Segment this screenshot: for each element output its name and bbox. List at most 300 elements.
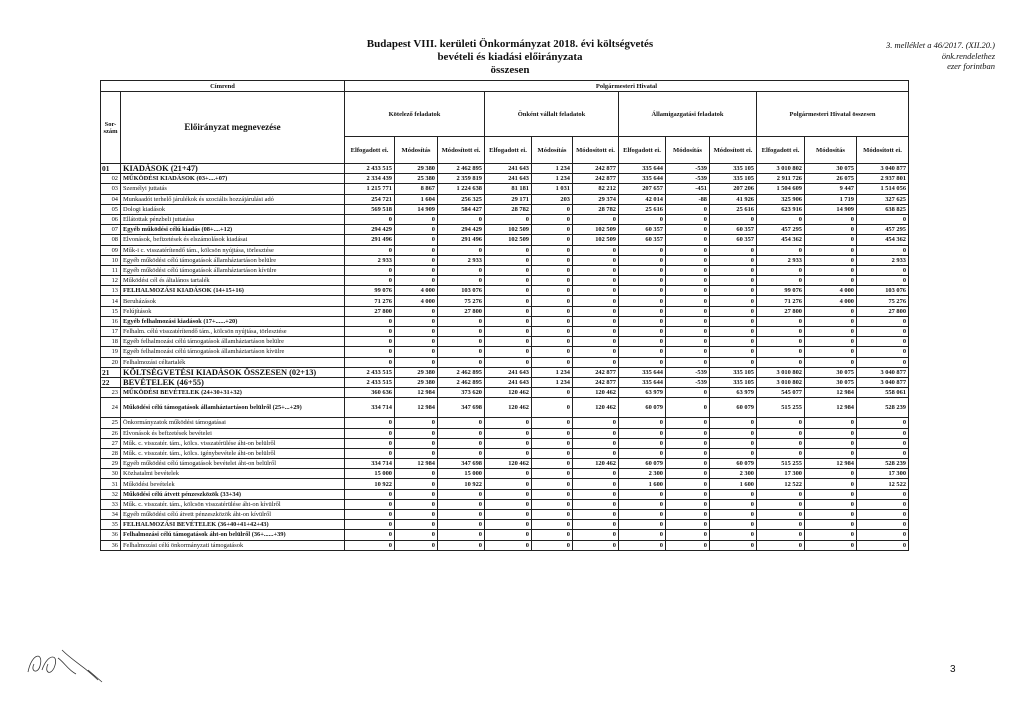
value-cell: 0 bbox=[345, 428, 395, 438]
value-cell: 0 bbox=[805, 265, 857, 275]
value-cell: 0 bbox=[666, 530, 710, 540]
value-cell: 0 bbox=[395, 255, 438, 265]
value-cell: 30 075 bbox=[805, 377, 857, 387]
value-cell: 0 bbox=[710, 347, 757, 357]
value-cell: 0 bbox=[757, 510, 805, 520]
value-cell: 1 224 638 bbox=[438, 184, 485, 194]
value-cell: 0 bbox=[757, 337, 805, 347]
value-cell: 1 514 056 bbox=[857, 184, 909, 194]
value-cell: 242 877 bbox=[573, 367, 619, 377]
value-cell: 2 933 bbox=[857, 255, 909, 265]
value-cell: 545 077 bbox=[757, 388, 805, 398]
value-cell: 15 000 bbox=[438, 469, 485, 479]
value-cell: 0 bbox=[395, 214, 438, 224]
table-row bbox=[101, 286, 909, 296]
value-cell: 294 429 bbox=[438, 225, 485, 235]
row-label: MŰKÖDÉSI BEVÉTELEK (24+30+31+32) bbox=[121, 388, 345, 398]
value-cell: 12 984 bbox=[395, 398, 438, 418]
value-cell: 0 bbox=[485, 296, 532, 306]
value-cell: 0 bbox=[857, 520, 909, 530]
row-number: 34 bbox=[101, 510, 121, 520]
value-cell: 528 239 bbox=[857, 398, 909, 418]
value-cell: 584 427 bbox=[438, 204, 485, 214]
value-cell: 0 bbox=[757, 357, 805, 367]
value-cell: 4 000 bbox=[395, 286, 438, 296]
value-cell: 29 380 bbox=[395, 377, 438, 387]
value-cell: 0 bbox=[438, 245, 485, 255]
value-cell: 457 295 bbox=[857, 225, 909, 235]
value-cell: 29 374 bbox=[573, 194, 619, 204]
value-cell: 0 bbox=[619, 438, 666, 448]
row-number: 05 bbox=[101, 204, 121, 214]
row-label: Ellátottak pénzbeli juttatása bbox=[121, 214, 345, 224]
value-cell: 0 bbox=[395, 276, 438, 286]
value-cell: 0 bbox=[532, 245, 573, 255]
table-row bbox=[101, 398, 909, 418]
value-cell: 0 bbox=[757, 530, 805, 540]
value-cell: 0 bbox=[573, 357, 619, 367]
row-number: 01 bbox=[101, 164, 121, 174]
value-cell: 0 bbox=[857, 510, 909, 520]
value-cell: 0 bbox=[619, 540, 666, 550]
value-cell: 0 bbox=[805, 520, 857, 530]
value-cell: 0 bbox=[710, 337, 757, 347]
value-cell: 8 867 bbox=[395, 184, 438, 194]
value-cell: 0 bbox=[485, 448, 532, 458]
value-cell: 0 bbox=[395, 520, 438, 530]
value-cell: 0 bbox=[805, 540, 857, 550]
row-number: 03 bbox=[101, 184, 121, 194]
sorszam-header: Sor-szám bbox=[101, 92, 121, 164]
value-cell: 454 362 bbox=[757, 235, 805, 245]
value-cell: 0 bbox=[485, 357, 532, 367]
value-cell: 102 509 bbox=[485, 235, 532, 245]
value-cell: 0 bbox=[757, 347, 805, 357]
value-cell: 0 bbox=[395, 530, 438, 540]
subheader-11: Módosított ei. bbox=[857, 137, 909, 164]
value-cell: 0 bbox=[532, 459, 573, 469]
value-cell: 2 300 bbox=[619, 469, 666, 479]
row-label: Működési célú átvett pénzeszközök (33+34) bbox=[121, 489, 345, 499]
value-cell: 0 bbox=[666, 489, 710, 499]
cimrend-header: Címrend bbox=[101, 81, 345, 92]
value-cell: 0 bbox=[619, 327, 666, 337]
value-cell: -539 bbox=[666, 174, 710, 184]
value-cell: 0 bbox=[438, 448, 485, 458]
value-cell: 0 bbox=[438, 428, 485, 438]
value-cell: 0 bbox=[438, 418, 485, 428]
value-cell: 0 bbox=[805, 438, 857, 448]
value-cell: 15 000 bbox=[345, 469, 395, 479]
value-cell: 0 bbox=[532, 469, 573, 479]
value-cell: 0 bbox=[666, 428, 710, 438]
value-cell: 0 bbox=[438, 327, 485, 337]
value-cell: 0 bbox=[710, 438, 757, 448]
row-label: Működési célú támogatások államháztartáson belülről (25+...+29) bbox=[121, 398, 345, 418]
value-cell: 82 212 bbox=[573, 184, 619, 194]
value-cell: 0 bbox=[857, 428, 909, 438]
subheader-4: Módosítás bbox=[532, 137, 573, 164]
value-cell: 0 bbox=[666, 316, 710, 326]
value-cell: 0 bbox=[532, 296, 573, 306]
value-cell: 0 bbox=[805, 479, 857, 489]
value-cell: 335 644 bbox=[619, 377, 666, 387]
value-cell: 0 bbox=[857, 357, 909, 367]
value-cell: 0 bbox=[345, 438, 395, 448]
row-label: Felhalm. célú visszatérítendő tám., kölcsön nyújtása, törlesztése bbox=[121, 327, 345, 337]
value-cell: 103 076 bbox=[438, 286, 485, 296]
group-header-onkent: Önként vállalt feladatok bbox=[485, 92, 619, 137]
value-cell: 0 bbox=[710, 276, 757, 286]
table-row bbox=[101, 265, 909, 275]
row-label: Felhalmozási célú támogatások áht-on belülről (36+......+39) bbox=[121, 530, 345, 540]
group-header-allamigazgatasi: Államigazgatási feladatok bbox=[619, 92, 757, 137]
value-cell: 0 bbox=[805, 306, 857, 316]
title-line-3: összesen bbox=[490, 64, 530, 76]
row-number: 08 bbox=[101, 235, 121, 245]
value-cell: 0 bbox=[438, 347, 485, 357]
value-cell: 0 bbox=[710, 448, 757, 458]
value-cell: 102 509 bbox=[573, 235, 619, 245]
value-cell: 0 bbox=[666, 347, 710, 357]
value-cell: 0 bbox=[710, 499, 757, 509]
value-cell: 0 bbox=[857, 327, 909, 337]
value-cell: 0 bbox=[573, 265, 619, 275]
table-row bbox=[101, 540, 909, 550]
value-cell: 3 040 877 bbox=[857, 164, 909, 174]
value-cell: 0 bbox=[573, 255, 619, 265]
value-cell: 30 075 bbox=[805, 164, 857, 174]
value-cell: 27 800 bbox=[757, 306, 805, 316]
value-cell: 0 bbox=[532, 530, 573, 540]
value-cell: 0 bbox=[619, 337, 666, 347]
value-cell: 0 bbox=[710, 214, 757, 224]
value-cell: 0 bbox=[395, 347, 438, 357]
value-cell: 0 bbox=[710, 418, 757, 428]
value-cell: -539 bbox=[666, 377, 710, 387]
value-cell: 0 bbox=[757, 520, 805, 530]
table-row bbox=[101, 214, 909, 224]
value-cell: 0 bbox=[805, 327, 857, 337]
value-cell: 12 984 bbox=[805, 388, 857, 398]
value-cell: 120 462 bbox=[573, 459, 619, 469]
row-label: Munkaadót terhelő járulékok és szociális hozzájárulási adó bbox=[121, 194, 345, 204]
value-cell: 3 010 802 bbox=[757, 367, 805, 377]
value-cell: 1 234 bbox=[532, 377, 573, 387]
value-cell: 0 bbox=[532, 418, 573, 428]
value-cell: 335 105 bbox=[710, 367, 757, 377]
page-number: 3 bbox=[950, 664, 956, 675]
value-cell: 0 bbox=[666, 255, 710, 265]
value-cell: 0 bbox=[345, 316, 395, 326]
value-cell: 0 bbox=[666, 388, 710, 398]
value-cell: 0 bbox=[485, 337, 532, 347]
value-cell: 0 bbox=[345, 276, 395, 286]
value-cell: -88 bbox=[666, 194, 710, 204]
value-cell: 0 bbox=[532, 276, 573, 286]
value-cell: 0 bbox=[573, 530, 619, 540]
value-cell: 0 bbox=[345, 520, 395, 530]
value-cell: 0 bbox=[345, 418, 395, 428]
value-cell: 0 bbox=[805, 530, 857, 540]
value-cell: 3 040 877 bbox=[857, 367, 909, 377]
value-cell: 0 bbox=[666, 438, 710, 448]
row-label: Egyéb felhalmozási célú támogatások államháztartáson belülre bbox=[121, 337, 345, 347]
value-cell: 17 300 bbox=[757, 469, 805, 479]
row-number: 13 bbox=[101, 286, 121, 296]
eloiranyzat-header: Előirányzat megnevezése bbox=[121, 92, 345, 164]
value-cell: 0 bbox=[619, 276, 666, 286]
value-cell: 3 010 802 bbox=[757, 377, 805, 387]
annex-reference bbox=[815, 40, 995, 72]
row-label: Felújítások bbox=[121, 306, 345, 316]
value-cell: 0 bbox=[438, 265, 485, 275]
value-cell: 0 bbox=[666, 398, 710, 418]
value-cell: 0 bbox=[666, 510, 710, 520]
value-cell: 12 522 bbox=[857, 479, 909, 489]
value-cell: 0 bbox=[345, 265, 395, 275]
value-cell: 0 bbox=[619, 306, 666, 316]
row-number: 15 bbox=[101, 306, 121, 316]
row-number: 29 bbox=[101, 459, 121, 469]
value-cell: 0 bbox=[805, 499, 857, 509]
value-cell: 335 644 bbox=[619, 367, 666, 377]
value-cell: 0 bbox=[857, 530, 909, 540]
table-row bbox=[101, 174, 909, 184]
value-cell: 0 bbox=[345, 540, 395, 550]
value-cell: 25 380 bbox=[395, 174, 438, 184]
value-cell: 0 bbox=[345, 499, 395, 509]
value-cell: 14 909 bbox=[395, 204, 438, 214]
value-cell: 0 bbox=[532, 214, 573, 224]
value-cell: 12 984 bbox=[805, 398, 857, 418]
value-cell: 60 357 bbox=[710, 235, 757, 245]
value-cell: 256 325 bbox=[438, 194, 485, 204]
value-cell: 241 643 bbox=[485, 377, 532, 387]
row-label: Felhalmozási célú önkormányzati támogatások bbox=[121, 540, 345, 550]
value-cell: 26 075 bbox=[805, 174, 857, 184]
value-cell: 623 916 bbox=[757, 204, 805, 214]
value-cell: 0 bbox=[666, 327, 710, 337]
value-cell: 0 bbox=[857, 316, 909, 326]
value-cell: 0 bbox=[666, 235, 710, 245]
value-cell: 60 079 bbox=[710, 459, 757, 469]
value-cell: 454 362 bbox=[857, 235, 909, 245]
value-cell: 0 bbox=[666, 418, 710, 428]
value-cell: 25 616 bbox=[619, 204, 666, 214]
value-cell: 0 bbox=[345, 448, 395, 458]
value-cell: 0 bbox=[710, 255, 757, 265]
value-cell: 0 bbox=[395, 316, 438, 326]
value-cell: 0 bbox=[395, 306, 438, 316]
value-cell: 1 600 bbox=[619, 479, 666, 489]
value-cell: 0 bbox=[532, 540, 573, 550]
value-cell: 0 bbox=[532, 398, 573, 418]
table-row bbox=[101, 327, 909, 337]
value-cell: 0 bbox=[619, 499, 666, 509]
value-cell: 0 bbox=[710, 327, 757, 337]
value-cell: 0 bbox=[666, 245, 710, 255]
subheader-0: Elfogadott ei. bbox=[345, 137, 395, 164]
row-label: Egyéb működési célú átvett pénzeszközök áht-on kívülről bbox=[121, 510, 345, 520]
value-cell: 0 bbox=[485, 245, 532, 255]
row-label: Önkormányzatok működési támogatásai bbox=[121, 418, 345, 428]
row-number: 30 bbox=[101, 469, 121, 479]
value-cell: 373 620 bbox=[438, 388, 485, 398]
row-number: 11 bbox=[101, 265, 121, 275]
row-label: Elvonások és befizetések bevételei bbox=[121, 428, 345, 438]
value-cell: 102 509 bbox=[573, 225, 619, 235]
value-cell: 0 bbox=[395, 499, 438, 509]
value-cell: 0 bbox=[532, 255, 573, 265]
value-cell: 2 937 801 bbox=[857, 174, 909, 184]
value-cell: 335 105 bbox=[710, 377, 757, 387]
value-cell: 0 bbox=[666, 286, 710, 296]
value-cell: 0 bbox=[485, 510, 532, 520]
row-label: Működési bevételek bbox=[121, 479, 345, 489]
value-cell: 0 bbox=[757, 499, 805, 509]
row-label: Közhatalmi bevételek bbox=[121, 469, 345, 479]
value-cell: 0 bbox=[710, 306, 757, 316]
value-cell: 0 bbox=[805, 276, 857, 286]
value-cell: 569 518 bbox=[345, 204, 395, 214]
row-number: 27 bbox=[101, 438, 121, 448]
value-cell: 0 bbox=[666, 469, 710, 479]
table-body bbox=[101, 164, 909, 551]
value-cell: 0 bbox=[532, 428, 573, 438]
value-cell: 2 433 515 bbox=[345, 367, 395, 377]
value-cell: 0 bbox=[345, 214, 395, 224]
value-cell: 0 bbox=[666, 296, 710, 306]
row-label: Felhalmozási céltartalék bbox=[121, 357, 345, 367]
value-cell: 12 984 bbox=[395, 388, 438, 398]
value-cell: 0 bbox=[619, 448, 666, 458]
value-cell: 0 bbox=[710, 540, 757, 550]
value-cell: 120 462 bbox=[485, 398, 532, 418]
table-row bbox=[101, 164, 909, 174]
value-cell: 0 bbox=[757, 489, 805, 499]
table-row bbox=[101, 235, 909, 245]
row-label: KIADÁSOK (21+47) bbox=[121, 164, 345, 174]
row-label: Egyéb működési célú támogatások államháztartáson belülre bbox=[121, 255, 345, 265]
value-cell: 0 bbox=[532, 225, 573, 235]
value-cell: 0 bbox=[666, 479, 710, 489]
value-cell: 0 bbox=[805, 214, 857, 224]
row-label: Műk. c. visszatér. tám., kölcs. igénybevétele áht-on belülről bbox=[121, 448, 345, 458]
value-cell: 0 bbox=[805, 428, 857, 438]
value-cell: 12 984 bbox=[805, 459, 857, 469]
value-cell: 0 bbox=[857, 276, 909, 286]
value-cell: 0 bbox=[573, 306, 619, 316]
row-label: BEVÉTELEK (46+55) bbox=[121, 377, 345, 387]
value-cell: 0 bbox=[485, 347, 532, 357]
row-number: 09 bbox=[101, 245, 121, 255]
row-number: 21 bbox=[101, 367, 121, 377]
value-cell: 335 105 bbox=[710, 164, 757, 174]
value-cell: 0 bbox=[666, 448, 710, 458]
value-cell: 0 bbox=[710, 316, 757, 326]
value-cell: 1 504 609 bbox=[757, 184, 805, 194]
value-cell: 347 698 bbox=[438, 459, 485, 469]
value-cell: 0 bbox=[532, 235, 573, 245]
value-cell: 254 721 bbox=[345, 194, 395, 204]
row-label: Egyéb működési célú kiadás (08+....+12) bbox=[121, 225, 345, 235]
value-cell: 0 bbox=[395, 489, 438, 499]
value-cell: 0 bbox=[857, 265, 909, 275]
row-label: Műk. c. visszatér. tám., kölcs. visszatérülése áht-on belülről bbox=[121, 438, 345, 448]
value-cell: 0 bbox=[619, 347, 666, 357]
value-cell: 0 bbox=[485, 489, 532, 499]
value-cell: 99 076 bbox=[345, 286, 395, 296]
row-label: Személyi juttatás bbox=[121, 184, 345, 194]
value-cell: 0 bbox=[395, 357, 438, 367]
value-cell: 0 bbox=[619, 530, 666, 540]
value-cell: 0 bbox=[573, 448, 619, 458]
value-cell: 60 357 bbox=[619, 235, 666, 245]
row-label: KÖLTSÉGVETÉSI KIADÁSOK ÖSSZESEN (02+13) bbox=[121, 367, 345, 377]
value-cell: 1 234 bbox=[532, 367, 573, 377]
value-cell: 0 bbox=[532, 357, 573, 367]
value-cell: 81 181 bbox=[485, 184, 532, 194]
value-cell: 0 bbox=[395, 510, 438, 520]
value-cell: 0 bbox=[710, 530, 757, 540]
subheader-2: Módosított ei. bbox=[438, 137, 485, 164]
table-row bbox=[101, 204, 909, 214]
value-cell: 0 bbox=[532, 265, 573, 275]
value-cell: 0 bbox=[438, 357, 485, 367]
value-cell: 325 906 bbox=[757, 194, 805, 204]
value-cell: 103 076 bbox=[857, 286, 909, 296]
row-number: 14 bbox=[101, 296, 121, 306]
value-cell: 335 644 bbox=[619, 174, 666, 184]
value-cell: 41 926 bbox=[710, 194, 757, 204]
value-cell: 638 825 bbox=[857, 204, 909, 214]
value-cell: 347 698 bbox=[438, 398, 485, 418]
value-cell: 27 800 bbox=[438, 306, 485, 316]
value-cell: 0 bbox=[485, 306, 532, 316]
value-cell: 0 bbox=[619, 286, 666, 296]
table-row bbox=[101, 489, 909, 499]
title-line-1: Budapest VIII. kerületi Önkormányzat 2018. évi költségvetés bbox=[366, 38, 654, 50]
value-cell: 0 bbox=[619, 428, 666, 438]
value-cell: 0 bbox=[532, 479, 573, 489]
value-cell: 28 782 bbox=[485, 204, 532, 214]
value-cell: 203 bbox=[532, 194, 573, 204]
table-row bbox=[101, 499, 909, 509]
row-number: 17 bbox=[101, 327, 121, 337]
value-cell: 0 bbox=[710, 245, 757, 255]
value-cell: 0 bbox=[485, 276, 532, 286]
value-cell: 0 bbox=[805, 448, 857, 458]
value-cell: 335 644 bbox=[619, 164, 666, 174]
value-cell: 0 bbox=[666, 214, 710, 224]
value-cell: 71 276 bbox=[345, 296, 395, 306]
value-cell: 9 447 bbox=[805, 184, 857, 194]
table-row bbox=[101, 184, 909, 194]
value-cell: 0 bbox=[485, 479, 532, 489]
value-cell: 0 bbox=[395, 428, 438, 438]
row-number: 16 bbox=[101, 316, 121, 326]
value-cell: 0 bbox=[485, 418, 532, 428]
value-cell: 0 bbox=[485, 520, 532, 530]
value-cell: 0 bbox=[710, 265, 757, 275]
value-cell: 242 877 bbox=[573, 377, 619, 387]
value-cell: 291 496 bbox=[438, 235, 485, 245]
value-cell: 1 234 bbox=[532, 174, 573, 184]
value-cell: 0 bbox=[395, 479, 438, 489]
value-cell: 0 bbox=[573, 499, 619, 509]
value-cell: 30 075 bbox=[805, 367, 857, 377]
